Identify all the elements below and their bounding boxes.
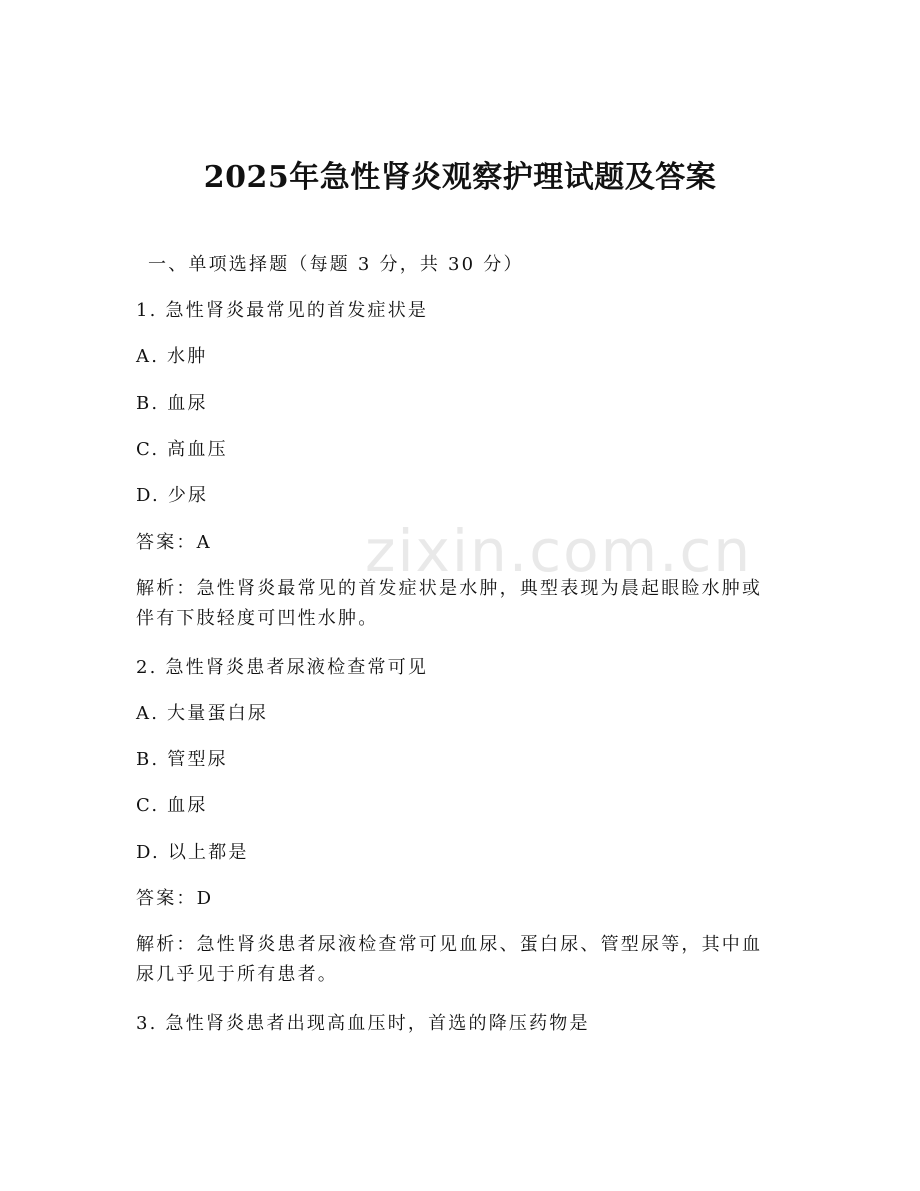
answer-line: 答案：A <box>136 532 212 553</box>
option-b: B. 血尿 <box>136 393 208 414</box>
answer-line: 答案：D <box>136 888 214 909</box>
option-d: D. 少尿 <box>136 485 209 506</box>
explanation-paragraph: 解析：急性肾炎患者尿液检查常可见血尿、蛋白尿、管型尿等，其中血尿几乎见于所有患者。 <box>136 934 763 985</box>
question-stem: 2. 急性肾炎患者尿液检查常可见 <box>136 657 429 678</box>
option-d: D. 以上都是 <box>136 842 249 863</box>
option-b: B. 管型尿 <box>136 749 228 770</box>
option-a: A. 大量蛋白尿 <box>136 703 269 724</box>
question-stem: 1. 急性肾炎最常见的首发症状是 <box>136 300 429 321</box>
watermark: zixin.com.cn <box>365 517 753 585</box>
explanation-paragraph: 解析：急性肾炎最常见的首发症状是水肿，典型表现为晨起眼睑水肿或伴有下肢轻度可凹性水肿。 <box>136 578 763 629</box>
page-title: 2025年急性肾炎观察护理试题及答案 <box>203 160 717 195</box>
question-stem: 3. 急性肾炎患者出现高血压时，首选的降压药物是 <box>136 1013 590 1034</box>
option-a: A. 水肿 <box>136 346 208 367</box>
section-heading: 一、单项选择题（每题 3 分，共 30 分） <box>148 254 524 275</box>
option-c: C. 血尿 <box>136 795 208 816</box>
option-c: C. 高血压 <box>136 439 228 460</box>
